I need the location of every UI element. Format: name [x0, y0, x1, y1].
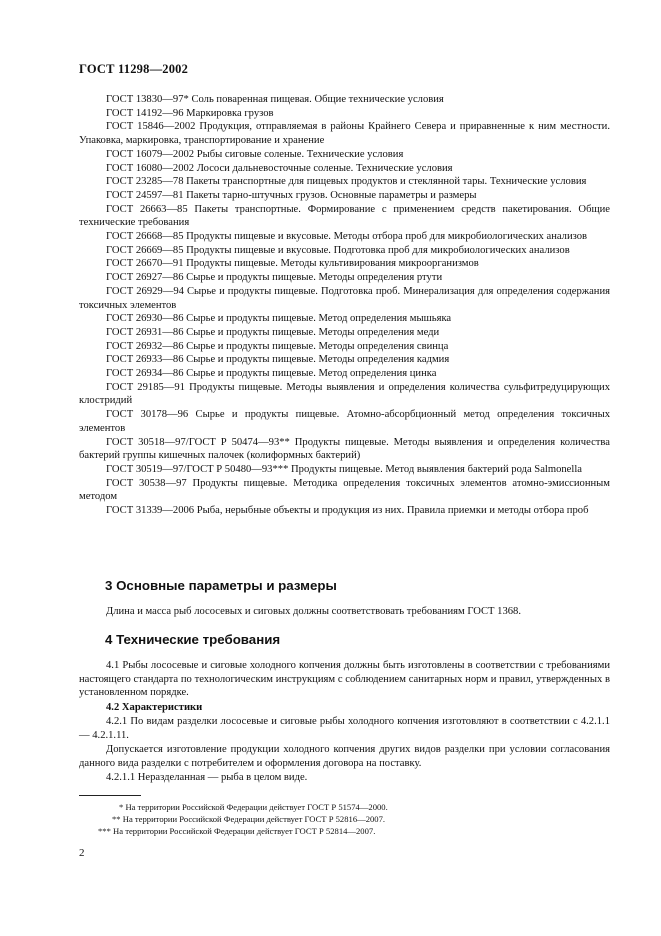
paragraph-allowed: Допускается изготовление продукции холодного копчения других видов разделки при условии согласования данного вида разделки с потребителем и оформления договора на поставку.	[79, 744, 610, 769]
document-header: ГОСТ 11298—2002	[79, 62, 189, 76]
paragraph-4-2-1: 4.2.1 По видам разделки лососевые и сиговые рыбы холодного копчения изготовляют в соответствии с 4.2.1.1 — 4.2.1.11.	[79, 716, 610, 741]
section-3-text: Длина и масса рыб лососевых и сиговых должны соответствовать требованиям ГОСТ 1368.	[106, 606, 521, 617]
subheading-4-2: 4.2 Характеристики	[106, 702, 203, 713]
reference-item: ГОСТ 26929—94 Сырье и продукты пищевые. Подготовка проб. Минерализация для определения содержания токсичных элементов	[79, 285, 610, 311]
reference-item: ГОСТ 26932—86 Сырье и продукты пищевые. Методы определения свинца	[106, 340, 449, 352]
paragraph-4-1: 4.1 Рыбы лососевые и сиговые холодного копчения должны быть изготовлены в соответствии с требованиями настоящего стандарта по технологическим инструкциям с соблюдением санитарных норм и правил, утвержденных в установленном порядке.	[79, 660, 610, 699]
reference-item: ГОСТ 16079—2002 Рыбы сиговые соленые. Технические условия	[106, 148, 404, 160]
reference-item: ГОСТ 30538—97 Продукты пищевые. Методика определения токсичных элементов атомно-эмиссионным методом	[79, 477, 610, 503]
reference-item: ГОСТ 26933—86 Сырье и продукты пищевые. Методы определения кадмия	[106, 354, 450, 366]
reference-item: ГОСТ 26930—86 Сырье и продукты пищевые. Метод определения мышьяка	[106, 313, 452, 325]
reference-item: ГОСТ 31339—2006 Рыба, нерыбные объекты и продукция из них. Правила приемки и методы отбора проб	[106, 505, 589, 517]
reference-item: ГОСТ 29185—91 Продукты пищевые. Методы выявления и определения количества сульфитредуцирующих клостридий	[79, 381, 610, 407]
reference-item: ГОСТ 23285—78 Пакеты транспортные для пищевых продуктов и стеклянной тары. Технические условия	[106, 176, 587, 188]
section-4-heading: 4 Технические требования	[105, 632, 281, 647]
reference-item: ГОСТ 26663—85 Пакеты транспортные. Формирование с применением средств пакетирования. Общие технические требования	[79, 203, 610, 229]
reference-item: ГОСТ 30518—97/ГОСТ Р 50474—93** Продукты пищевые. Методы выявления и определения количества бактерий группы кишечных палочек (колиформных бактерий)	[79, 436, 610, 462]
footnote: ** На территории Российской Федерации действует ГОСТ Р 52816—2007.	[112, 814, 386, 824]
reference-item: ГОСТ 26670—91 Продукты пищевые. Методы культивирования микроорганизмов	[106, 258, 479, 270]
reference-item: ГОСТ 26931—86 Сырье и продукты пищевые. Методы определения меди	[106, 326, 440, 338]
reference-item: ГОСТ 13830—97* Соль поваренная пищевая. Общие технические условия	[106, 94, 444, 105]
footnote-separator	[79, 795, 141, 796]
reference-item: ГОСТ 16080—2002 Лососи дальневосточные соленые. Технические условия	[106, 162, 453, 174]
page-number: 2	[79, 847, 85, 859]
section-3-heading: 3 Основные параметры и размеры	[105, 578, 337, 593]
footnotes	[79, 801, 610, 837]
reference-item: ГОСТ 26669—85 Продукты пищевые и вкусовые. Подготовка проб для микробиологических анализов	[106, 244, 570, 256]
footnote: *** На территории Российской Федерации действует ГОСТ Р 52814—2007.	[98, 826, 376, 836]
paragraph-4-2-1-1: 4.2.1.1 Неразделанная — рыба в целом виде.	[106, 772, 308, 783]
reference-item: ГОСТ 30519—97/ГОСТ Р 50480—93*** Продукты пищевые. Метод выявления бактерий рода Salmonella	[106, 463, 582, 475]
reference-item: ГОСТ 26668—85 Продукты пищевые и вкусовые. Методы отбора проб для микробиологических анализов	[106, 231, 588, 243]
reference-item: ГОСТ 30178—96 Сырье и продукты пищевые. Атомно-абсорбционный метод определения токсичных элементов	[79, 409, 610, 434]
reference-item: ГОСТ 14192—96 Маркировка грузов	[106, 107, 274, 119]
footnote: * На территории Российской Федерации действует ГОСТ Р 51574—2000.	[119, 802, 388, 812]
reference-item: ГОСТ 15846—2002 Продукция, отправляемая в районы Крайнего Севера и приравненные к ним местности. Упаковка, маркировка, транспортирование и хранение	[79, 121, 610, 147]
reference-item: ГОСТ 26927—86 Сырье и продукты пищевые. Методы определения ртути	[106, 272, 443, 284]
reference-item: ГОСТ 26934—86 Сырье и продукты пищевые. Метод определения цинка	[106, 368, 437, 380]
normative-references-list	[79, 93, 610, 518]
reference-item: ГОСТ 24597—81 Пакеты тарно-штучных грузов. Основные параметры и размеры	[106, 189, 477, 201]
